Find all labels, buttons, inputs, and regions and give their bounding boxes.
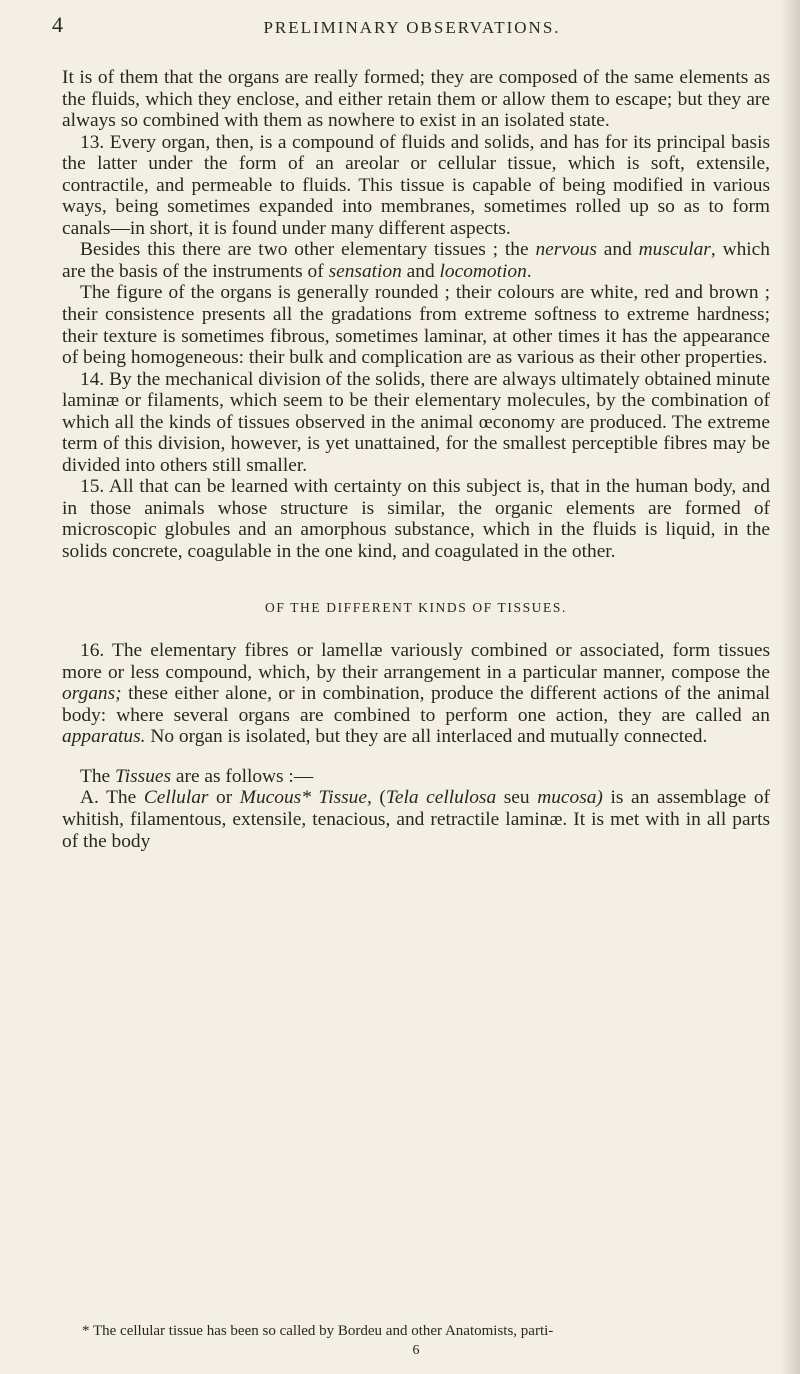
paragraph-a-cellular	[62, 787, 770, 852]
text-run: and	[596, 239, 639, 261]
text-run: seu	[496, 787, 538, 809]
running-head: PRELIMINARY OBSERVATIONS.	[263, 18, 561, 37]
spacer	[62, 748, 770, 766]
term-mucous: Mucous*	[239, 787, 311, 809]
term-organs: organs;	[62, 683, 122, 705]
text-run: .	[526, 260, 532, 282]
text-run: 16. The elementary fibres or lamellæ variously combined or associated, form tissues more or less compound, which, by their arrangement in a particular manner, compose the	[62, 640, 770, 683]
paragraph-14: 14. By the mechanical division of the solids, there are always ultimately obtained minute laminæ or filaments, which seem to be their elementary molecules, by the combination of which all the kinds of tissues observed in the animal œconomy are produced. The extreme term of this division, however, is yet unattained, for the smallest perceptible fibres may be divided into others still smaller.	[62, 368, 770, 476]
paragraph-tissues-intro	[62, 766, 770, 788]
footnote-text: * The cellular tissue has been so called by Bordeu and other Anatomists, parti-	[82, 1323, 554, 1339]
footnote	[62, 1322, 770, 1360]
text-run: No organ is isolated, but they are all interlaced and mutually connected.	[145, 726, 708, 748]
term-tela-cellulosa: Tela cellulosa	[385, 787, 497, 809]
text-run: Besides this there are two other elementary tissues ; the	[80, 239, 536, 261]
term-mucosa: mucosa)	[537, 787, 603, 809]
term-tissue: Tissue,	[318, 787, 372, 809]
section-heading: OF THE DIFFERENT KINDS OF TISSUES.	[265, 599, 567, 615]
body-text	[62, 67, 770, 852]
term-nervous: nervous	[535, 239, 597, 261]
text-run: The	[80, 765, 115, 787]
paragraph-besides	[62, 239, 770, 282]
term-apparatus: apparatus.	[62, 726, 146, 748]
paragraph-figure: The figure of the organs is generally rounded ; their colours are white, red and brown ; their consistence presents all the gradations from extreme softness to extreme hardness; their texture is sometimes fibrous, sometimes laminar, at other times it has the appearance of being homogeneous: their bulk and complication are as various as their other properties.	[62, 282, 770, 369]
text-run: is an assemblage of whitish, filamentous, extensile, tenacious, and retractile laminæ. It is met with in all parts of the body	[62, 787, 770, 852]
term-cellular: Cellular	[143, 787, 209, 809]
text-run: and	[401, 260, 440, 282]
text-run: (	[371, 787, 386, 809]
text-run: are as follows :—	[171, 765, 314, 787]
paragraph-16	[62, 640, 770, 748]
term-locomotion: locomotion	[439, 260, 527, 282]
paragraph-continuation: It is of them that the organs are really formed; they are composed of the same elements as the fluids, which they enclose, and either retain them or allow them to escape; but they are always so combined with them as nowhere to exist in an isolated state.	[62, 67, 770, 132]
text-run: or	[208, 787, 240, 809]
text-run: these either alone, or in combination, produce the different actions of the animal body: where several organs are combined to perform one action, they are called an	[62, 683, 770, 726]
term-tissues: Tissues	[115, 765, 172, 787]
text-run: A. The	[80, 787, 144, 809]
term-sensation: sensation	[328, 260, 402, 282]
term-muscular: muscular	[638, 239, 711, 261]
page-header	[52, 12, 772, 42]
paragraph-15: 15. All that can be learned with certainty on this subject is, that in the human body, and in those animals whose structure is similar, the organic elements are formed of microscopic globules and an amorphous substance, which in the fluids is liquid, in the solids concrete, coagulable in the one kind, and coagulated in the other.	[62, 476, 770, 563]
paragraph-13: 13. Every organ, then, is a compound of fluids and solids, and has for its principal basis the latter under the form of an areolar or cellular tissue, which is soft, extensile, contractile, and permeable to fluids. This tissue is capable of being modified in various ways, being sometimes expanded into membranes, sometimes rolled up so as to form canals—in short, it is found under many different aspects.	[62, 131, 770, 239]
signature-mark: 6	[412, 1343, 420, 1358]
page-number: 4	[52, 12, 63, 37]
text-run: , which are the basis of the instruments of	[62, 239, 770, 282]
